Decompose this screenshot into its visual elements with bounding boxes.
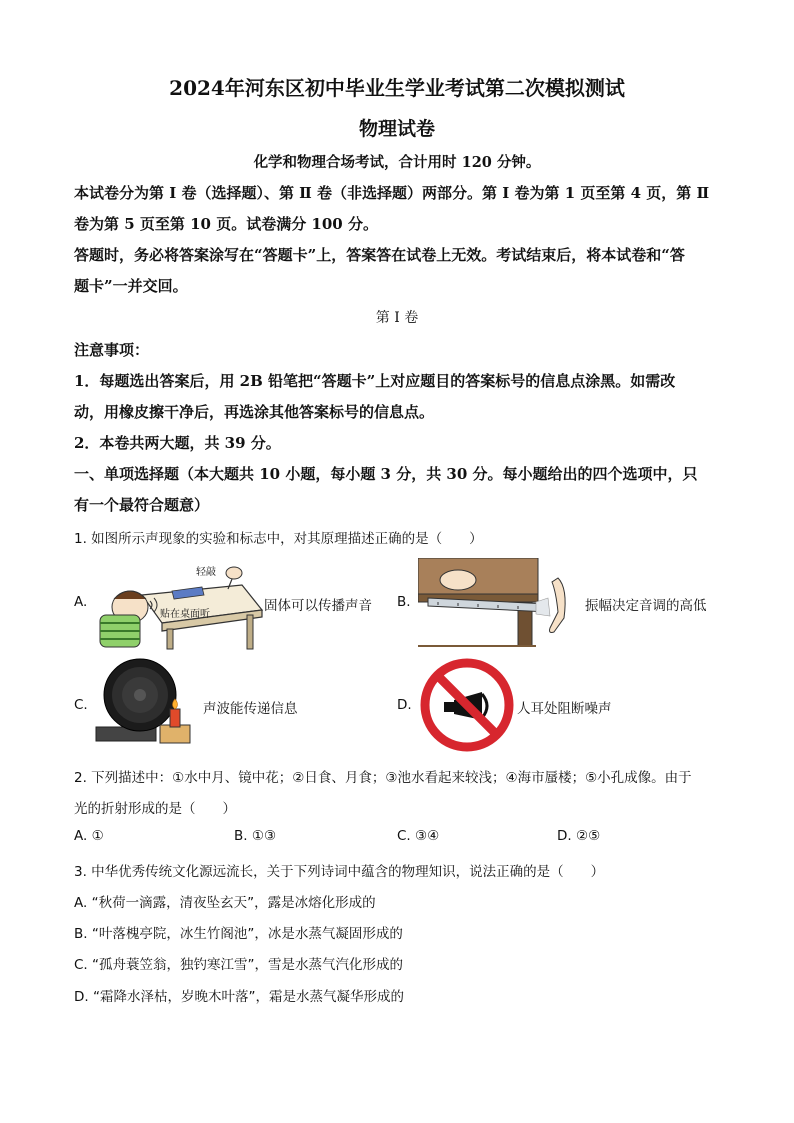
q1-b-text: 振幅决定音调的高低	[585, 598, 707, 614]
q1-a-text: 固体可以传播声音	[264, 598, 372, 614]
exam-title: 2024年河东区初中毕业生学业考试第二次模拟测试	[169, 76, 625, 100]
q1-a-label-tap: 轻敲	[196, 567, 216, 578]
intro-line-3: 答题时，务必将答案涂写在“答题卡”上，答案答在试卷上无效。考试结束后，将本试卷和“答	[74, 246, 685, 264]
speaker-candle-illustration	[92, 655, 196, 747]
intro-line-2: 卷为第 5 页至第 10 页。试卷满分 100 分。	[74, 215, 378, 233]
section-heading: 第 Ⅰ 卷	[375, 310, 419, 326]
part-1-line-2: 有一个最符合题意）	[74, 496, 210, 514]
q3-option-a: A. “秋荷一滴露，清夜坠玄天”，露是冰熔化形成的	[74, 895, 376, 911]
q3-option-c: C. “孤舟蓑笠翁，独钓寒江雪”，雪是水蒸气汽化形成的	[74, 957, 403, 973]
no-horn-sign-icon	[420, 658, 514, 752]
q1-c-letter: C.	[74, 697, 88, 713]
q2-option-a: A. ①	[74, 828, 104, 844]
q1-d-letter: D.	[397, 697, 412, 713]
q1-d-figure	[420, 658, 514, 752]
part-1-line-1: 一、单项选择题（本大题共 10 小题，每小题 3 分，共 30 分。每小题给出的四个选项中，只	[74, 465, 698, 483]
q1-d-text: 人耳处阻断噪声	[517, 701, 612, 717]
q3-option-d: D. “霜降水泽枯，岁晚木叶落”，霜是水蒸气凝华形成的	[74, 989, 404, 1005]
intro-line-4: 题卡”一并交回。	[74, 277, 188, 295]
note-1-line-1: 1．每题选出答案后，用 2B 铅笔把“答题卡”上对应题目的答案标号的信息点涂黑。如需改	[74, 372, 676, 390]
q1-b-letter: B.	[397, 594, 411, 610]
q1-stem: 1. 如图所示声现象的实验和标志中，对其原理描述正确的是（ ）	[74, 531, 483, 547]
q1-a-figure	[92, 555, 264, 651]
q1-a-label-desk: 贴在桌面听	[160, 609, 210, 620]
q2-option-c: C. ③④	[397, 828, 440, 844]
q2-option-b: B. ①③	[234, 828, 277, 844]
q1-c-figure	[92, 655, 196, 747]
q3-option-b: B. “叶落槐亭院，冰生竹阁池”，冰是水蒸气凝固形成的	[74, 926, 403, 942]
q1-c-text: 声波能传递信息	[203, 701, 298, 717]
subject-title: 物理试卷	[358, 118, 435, 140]
q2-stem-line-2: 光的折射形成的是（ ）	[74, 801, 236, 817]
intro-line-1: 本试卷分为第 Ⅰ 卷（选择题）、第 Ⅱ 卷（非选择题）两部分。第 Ⅰ 卷为第 1 页至第 4 页，第 Ⅱ	[74, 184, 710, 202]
q1-a-letter: A.	[74, 594, 88, 610]
q2-stem-line-1: 2. 下列描述中：①水中月、镜中花；②日食、月食；③池水看起来较浅；④海市蜃楼；⑤小孔成像。由于	[74, 770, 692, 786]
exam-note: 化学和物理合场考试，合计用时 120 分钟。	[253, 154, 541, 171]
q2-option-d: D. ②⑤	[557, 828, 601, 844]
desk-listening-illustration	[92, 555, 264, 651]
q1-b-figure	[418, 558, 584, 648]
q3-stem: 3. 中华优秀传统文化源远流长，关于下列诗词中蕴含的物理知识，说法正确的是（ ）	[74, 864, 605, 880]
note-2: 2．本卷共两大题，共 39 分。	[74, 434, 281, 452]
note-1-line-2: 动，用橡皮擦干净后，再选涂其他答案标号的信息点。	[74, 403, 435, 421]
ruler-on-table-illustration	[418, 558, 584, 648]
notes-title: 注意事项：	[74, 341, 150, 359]
